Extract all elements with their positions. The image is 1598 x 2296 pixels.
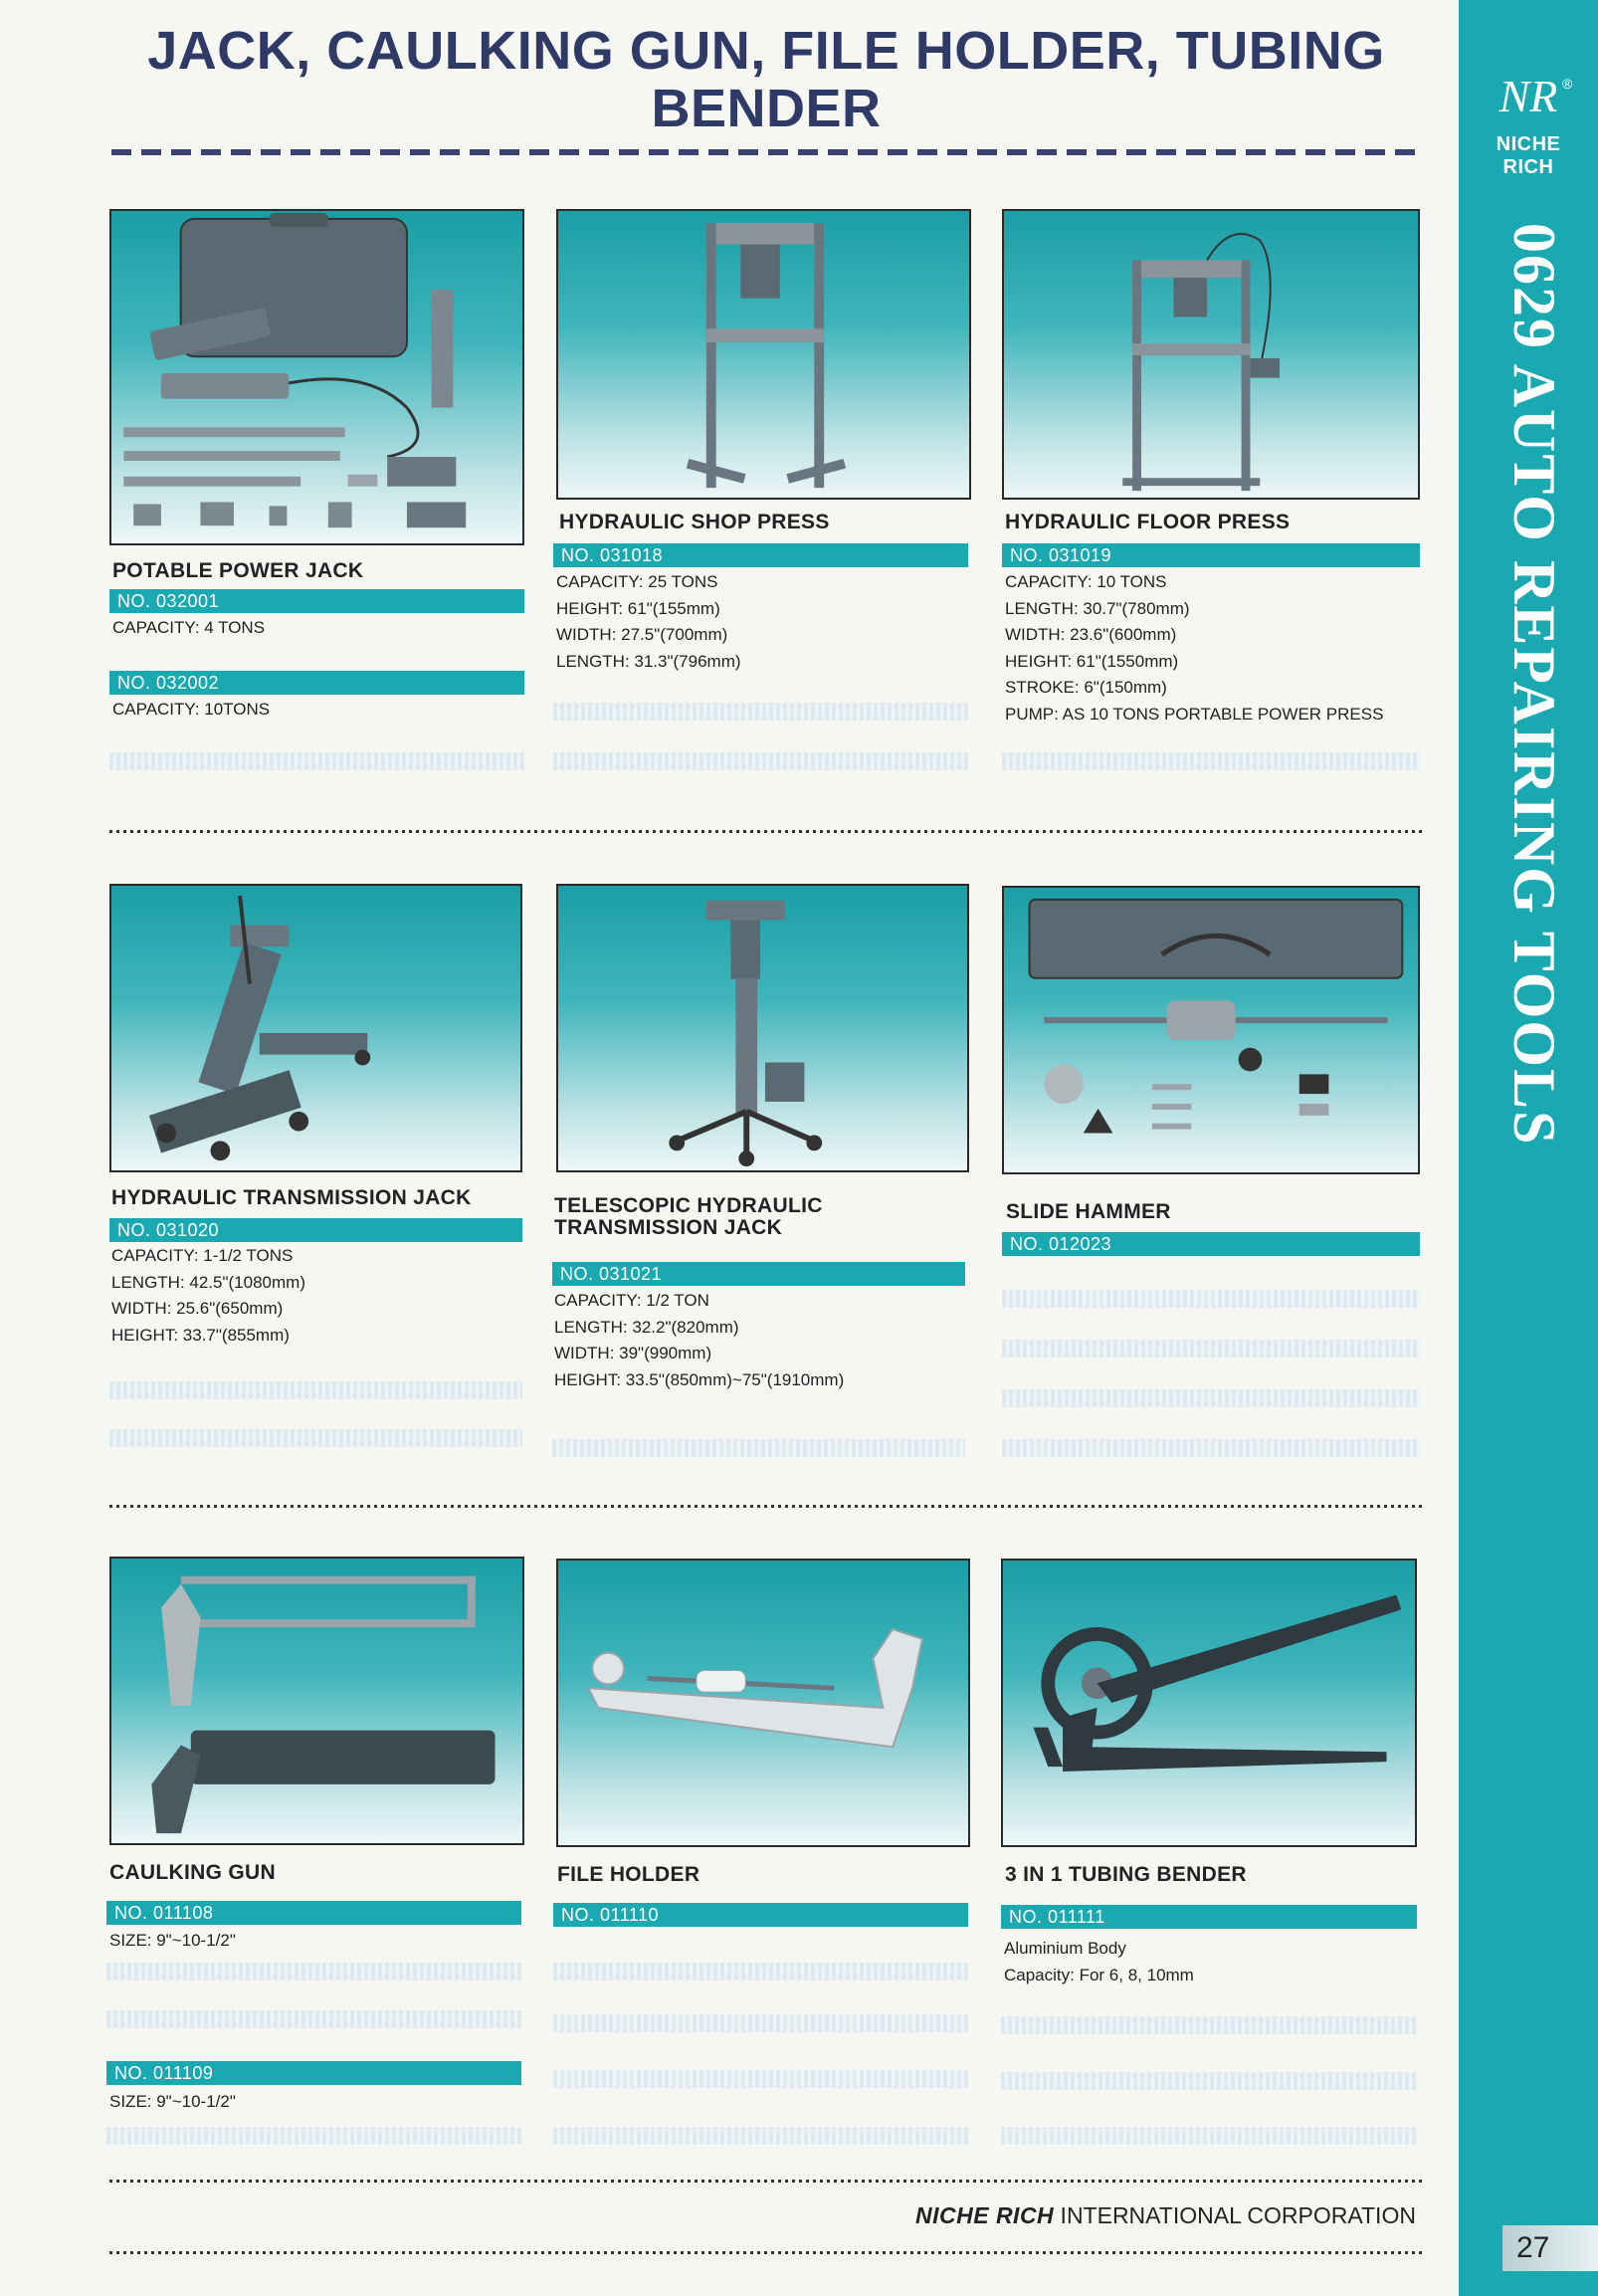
row-separator (109, 1505, 1423, 1508)
product-number-bar: NO. 011111 (1001, 1905, 1417, 1929)
footer-brand: NICHE RICH (915, 2202, 1055, 2228)
telescopic-jack-icon (556, 884, 969, 1172)
blank-stripe (553, 703, 968, 721)
blank-stripe (553, 1963, 968, 1981)
product-spec: CAPACITY: 10 TONS (1005, 572, 1167, 591)
blank-stripe (1002, 1290, 1420, 1308)
product-spec: CAPACITY: 1/2 TON (554, 1291, 709, 1310)
product-spec: WIDTH: 23.6"(600mm) (1005, 625, 1177, 644)
product-number-bar: NO. 011108 (106, 1901, 521, 1925)
product-number-bar: NO. 031020 (109, 1218, 522, 1242)
blank-stripe (106, 1963, 521, 1981)
product-spec: Aluminium Body (1004, 1939, 1126, 1958)
product-name: SLIDE HAMMER (1006, 1200, 1171, 1223)
product-spec: LENGTH: 30.7"(780mm) (1005, 598, 1190, 618)
blank-stripe (553, 752, 968, 770)
product-spec: CAPACITY: 25 TONS (556, 572, 718, 591)
product-spec: WIDTH: 39"(990mm) (554, 1344, 712, 1362)
caulking-gun-icon (109, 1557, 524, 1845)
product-spec: LENGTH: 32.2"(820mm) (554, 1317, 739, 1337)
file-holder-icon (556, 1559, 970, 1847)
brand-logo-icon: NR (1498, 71, 1558, 121)
footer-company (915, 2202, 1416, 2229)
product-name: HYDRAULIC TRANSMISSION JACK (111, 1186, 472, 1209)
product-number-bar: NO. 032001 (109, 589, 524, 613)
product-spec: LENGTH: 42.5"(1080mm) (111, 1272, 305, 1292)
product-spec: CAPACITY: 4 TONS (112, 618, 266, 637)
product-spec: CAPACITY: 1-1/2 TONS (111, 1246, 294, 1265)
blank-stripe (106, 2010, 521, 2028)
row-separator (109, 830, 1423, 833)
product-number-bar: NO. 012023 (1002, 1232, 1420, 1256)
page-title (109, 22, 1423, 137)
product-name: CAULKING GUN (109, 1861, 276, 1884)
blank-stripe (1002, 1340, 1420, 1357)
floor-press-icon (1002, 209, 1420, 500)
product-spec: HEIGHT: 33.5"(850mm)~75"(1910mm) (554, 1369, 845, 1389)
product-name: HYDRAULIC SHOP PRESS (559, 511, 830, 533)
row-separator (109, 2180, 1423, 2183)
product-name: 3 IN 1 TUBING BENDER (1005, 1863, 1247, 1886)
product-spec: SIZE: 9"~10-1/2" (109, 1931, 236, 1950)
product-number-bar: NO. 011110 (553, 1903, 968, 1927)
page-number: 27 (1502, 2225, 1598, 2271)
title-dashed-rule (111, 149, 1421, 155)
footer-corporation: INTERNATIONAL CORPORATION (1054, 2202, 1416, 2228)
blank-stripe (1002, 1389, 1420, 1407)
blank-stripe (1002, 752, 1420, 770)
blank-stripe (1002, 1439, 1420, 1457)
blank-stripe (552, 1439, 965, 1457)
product-number-bar: NO. 032002 (109, 671, 524, 695)
row-separator (109, 2251, 1423, 2254)
product-spec: WIDTH: 25.6"(650mm) (111, 1299, 284, 1318)
registered-mark: ® (1562, 76, 1573, 92)
blank-stripe (109, 1381, 522, 1399)
page-title-line2: BENDER (651, 79, 882, 138)
product-spec: STROKE: 6"(150mm) (1005, 678, 1167, 697)
brand-logo-text: NICHE RICH (1496, 133, 1561, 178)
blank-stripe (109, 752, 524, 770)
product-name-line2: TRANSMISSION JACK (554, 1216, 783, 1239)
product-spec: HEIGHT: 33.7"(855mm) (111, 1325, 290, 1345)
slide-hammer-kit-icon (1002, 886, 1420, 1174)
product-spec: SIZE: 9"~10-1/2" (109, 2092, 236, 2111)
blank-stripe (553, 2127, 968, 2145)
product-spec: LENGTH: 31.3"(796mm) (556, 651, 741, 671)
product-name: FILE HOLDER (557, 1863, 700, 1886)
product-spec: HEIGHT: 61"(155mm) (556, 598, 720, 618)
product-spec: PUMP: AS 10 TONS PORTABLE POWER PRESS (1005, 704, 1384, 724)
blank-stripe (1001, 2127, 1417, 2145)
product-name-line1: TELESCOPIC HYDRAULIC (554, 1194, 823, 1217)
tubing-bender-icon (1001, 1559, 1417, 1847)
product-spec: HEIGHT: 61"(1550mm) (1005, 651, 1179, 671)
product-number-bar: NO. 011109 (106, 2061, 521, 2085)
blank-stripe (1001, 2016, 1417, 2034)
shop-press-icon (556, 209, 971, 500)
product-number-bar: NO. 031018 (553, 543, 968, 567)
product-spec: Capacity: For 6, 8, 10mm (1004, 1965, 1194, 1984)
blank-stripe (109, 1429, 522, 1447)
blank-stripe (1001, 2072, 1417, 2090)
transmission-jack-icon (109, 884, 522, 1172)
product-number-bar: NO. 031021 (552, 1262, 965, 1286)
blank-stripe (553, 2070, 968, 2088)
product-spec: CAPACITY: 10TONS (112, 700, 271, 719)
side-section-title: 0629 AUTO REPAIRING TOOLS (1501, 223, 1567, 1147)
product-name: POTABLE POWER JACK (112, 559, 364, 582)
product-spec: WIDTH: 27.5"(700mm) (556, 625, 728, 644)
page-title-line1: JACK, CAULKING GUN, FILE HOLDER, TUBING (147, 21, 1385, 81)
product-name: HYDRAULIC FLOOR PRESS (1005, 511, 1291, 533)
blank-stripe (553, 2014, 968, 2032)
power-jack-kit-icon (109, 209, 524, 545)
product-number-bar: NO. 031019 (1002, 543, 1420, 567)
blank-stripe (106, 2127, 521, 2145)
